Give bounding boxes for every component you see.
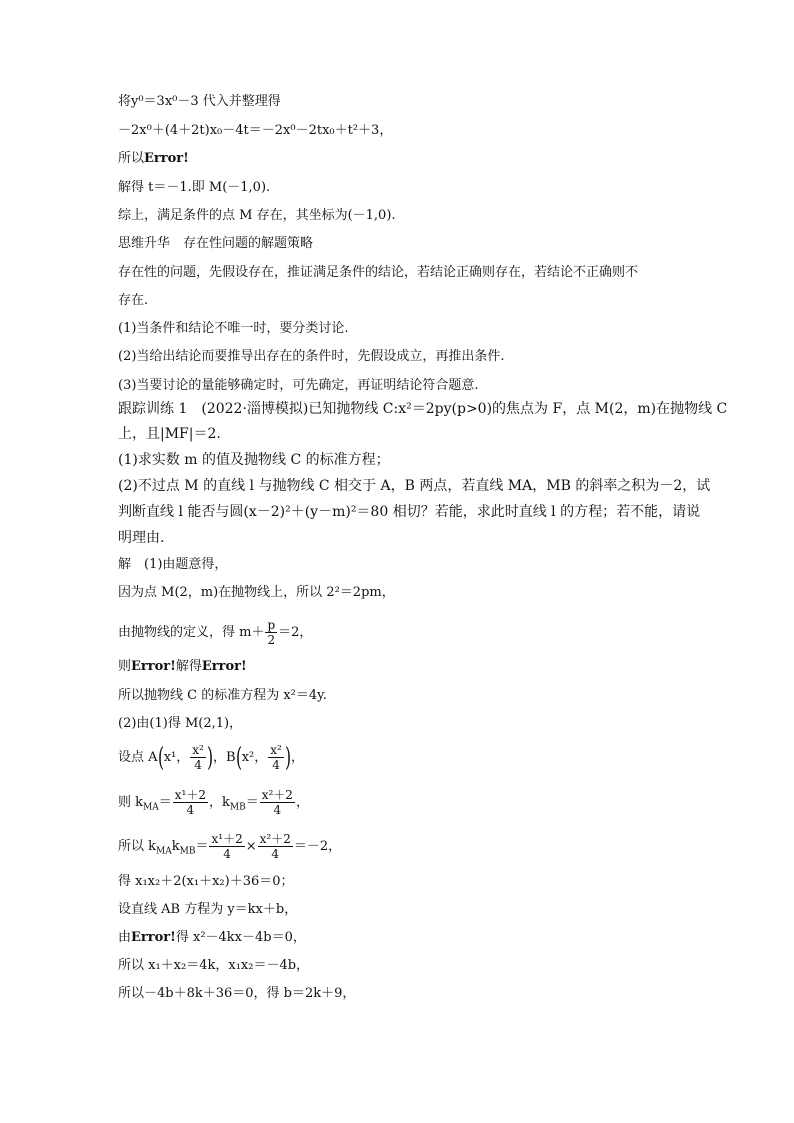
part-2-start: (2)由(1)得 M(2,1)， <box>118 716 243 731</box>
denominator: 4 <box>272 758 280 772</box>
text: ＝ <box>195 839 209 854</box>
strategy-item-3: (3)当要讨论的量能够确定时，可先确定，再证明结论符合题意. <box>118 378 479 393</box>
system-line <box>118 930 306 946</box>
line-therefore-error <box>118 151 189 167</box>
fraction <box>268 743 284 772</box>
paren: ) <box>206 742 213 773</box>
text: ＝－2， <box>293 839 342 854</box>
text: ＝ <box>158 795 172 810</box>
line-equation: －2x⁰＋(4＋2t)x₀－4t＝－2x⁰－2tx₀＋t²＋3， <box>118 123 393 138</box>
solution-line-error <box>118 659 247 675</box>
vieta-line: 所以 x₁＋x₂＝4k，x₁x₂＝－4b， <box>118 958 310 973</box>
text: k <box>171 839 180 854</box>
numerator: x² <box>192 743 204 757</box>
subscript: MA <box>156 846 172 857</box>
text: 由 <box>118 930 132 945</box>
fraction <box>190 743 206 772</box>
line-ab-equation: 设直线 AB 方程为 y＝kx＋b， <box>118 902 298 917</box>
paren: ( <box>235 742 242 773</box>
text: 所以 <box>118 151 145 166</box>
paren: ) <box>284 742 291 773</box>
text: ，k <box>208 795 230 810</box>
solution-line-point: 因为点 M(2，m)在抛物线上，所以 2²＝2pm， <box>118 585 395 600</box>
exercise-intro-cont: 上，且|MF|＝2. <box>118 426 221 442</box>
denominator: 4 <box>271 847 280 861</box>
points-ab <box>118 743 304 772</box>
final-line: 所以－4b＋8k＋36＝0，得 b＝2k＋9， <box>118 986 356 1001</box>
numerator: x¹＋2 <box>211 832 243 846</box>
text: ＝2， <box>278 625 313 640</box>
relation-line: 得 x₁x₂＋2(x₁＋x₂)＋36＝0； <box>118 874 294 889</box>
exercise-intro: 跟踪训练 1 (2022·淄博模拟)已知抛物线 C:x²＝2py(p>0)的焦点为 F，点 M(2，m)在抛物线 C <box>118 401 728 417</box>
standard-equation: 所以抛物线 C 的标准方程为 x²＝4y. <box>118 688 327 703</box>
text: ，B <box>212 750 236 765</box>
denominator: 4 <box>186 803 195 817</box>
numerator: p <box>267 618 276 632</box>
strategy-paragraph: 存在性的问题，先假设存在，推证满足条件的结论，若结论正确则存在，若结论不正确则不 <box>118 265 639 280</box>
fraction <box>258 832 293 861</box>
question-1: (1)求实数 m 的值及抛物线 C 的标准方程； <box>118 452 390 468</box>
error-field: Error! <box>201 659 247 674</box>
text: ， <box>290 750 304 765</box>
question-2-end: 明理由. <box>118 530 165 546</box>
subscript: MA <box>143 802 159 813</box>
fraction <box>173 788 208 817</box>
strategy-paragraph-end: 存在. <box>118 293 149 308</box>
question-2-cont: 判断直线 l 能否与圆(x－2)²＋(y－m)²＝80 相切？若能，求此时直线 l 的方程；若不能，请说 <box>118 504 701 520</box>
strategy-item-2: (2)当给出结论而要推导出存在的条件时，先假设成立，再推出条件. <box>118 349 505 364</box>
fraction <box>260 788 295 817</box>
denominator: 4 <box>194 758 202 772</box>
solution-line-definition <box>118 618 312 647</box>
denominator: 2 <box>267 633 276 647</box>
text: 解得 <box>175 659 202 674</box>
numerator: x² <box>270 743 282 757</box>
text: 设点 A <box>118 750 158 765</box>
text: ＝ <box>245 795 259 810</box>
solution-start: 解 (1)由题意得， <box>118 557 228 572</box>
text: 则 k <box>118 795 144 810</box>
strategy-item-1: (1)当条件和结论不唯一时，要分类讨论. <box>118 321 349 336</box>
line-conclusion: 综上，满足条件的点 M 存在，其坐标为(－1,0). <box>118 208 396 223</box>
text: ， <box>295 795 309 810</box>
text: 由抛物线的定义，得 m＋ <box>118 625 265 640</box>
text: 得 x²－4kx－4b＝0， <box>175 930 306 945</box>
fraction <box>209 832 244 861</box>
error-field: Error! <box>144 151 189 166</box>
slope-product-line <box>118 832 341 861</box>
line-substitute: 将y⁰＝3x⁰－3 代入并整理得 <box>118 94 281 109</box>
subscript: MB <box>179 846 196 857</box>
line-solve-t: 解得 t＝－1.即 M(－1,0). <box>118 180 271 195</box>
text: x¹， <box>163 750 190 765</box>
error-field: Error! <box>131 659 176 674</box>
denominator: 4 <box>273 803 282 817</box>
text: × <box>245 839 257 854</box>
paren: ( <box>157 742 164 773</box>
text: x²， <box>241 750 268 765</box>
slopes-line <box>118 788 309 817</box>
fraction-p-over-2 <box>265 618 277 647</box>
numerator: x²＋2 <box>261 788 293 802</box>
question-2: (2)不过点 M 的直线 l 与抛物线 C 相交于 A，B 两点，若直线 MA，MB 的斜率之积为－2，试 <box>118 478 711 494</box>
denominator: 4 <box>223 847 231 861</box>
subscript: MB <box>229 802 246 813</box>
numerator: x¹＋2 <box>174 788 206 802</box>
numerator: x²＋2 <box>259 832 291 846</box>
text: 则 <box>118 659 132 674</box>
error-field: Error! <box>131 930 176 945</box>
text: 所以 k <box>118 839 157 854</box>
section-heading: 思维升华 存在性问题的解题策略 <box>118 236 314 251</box>
